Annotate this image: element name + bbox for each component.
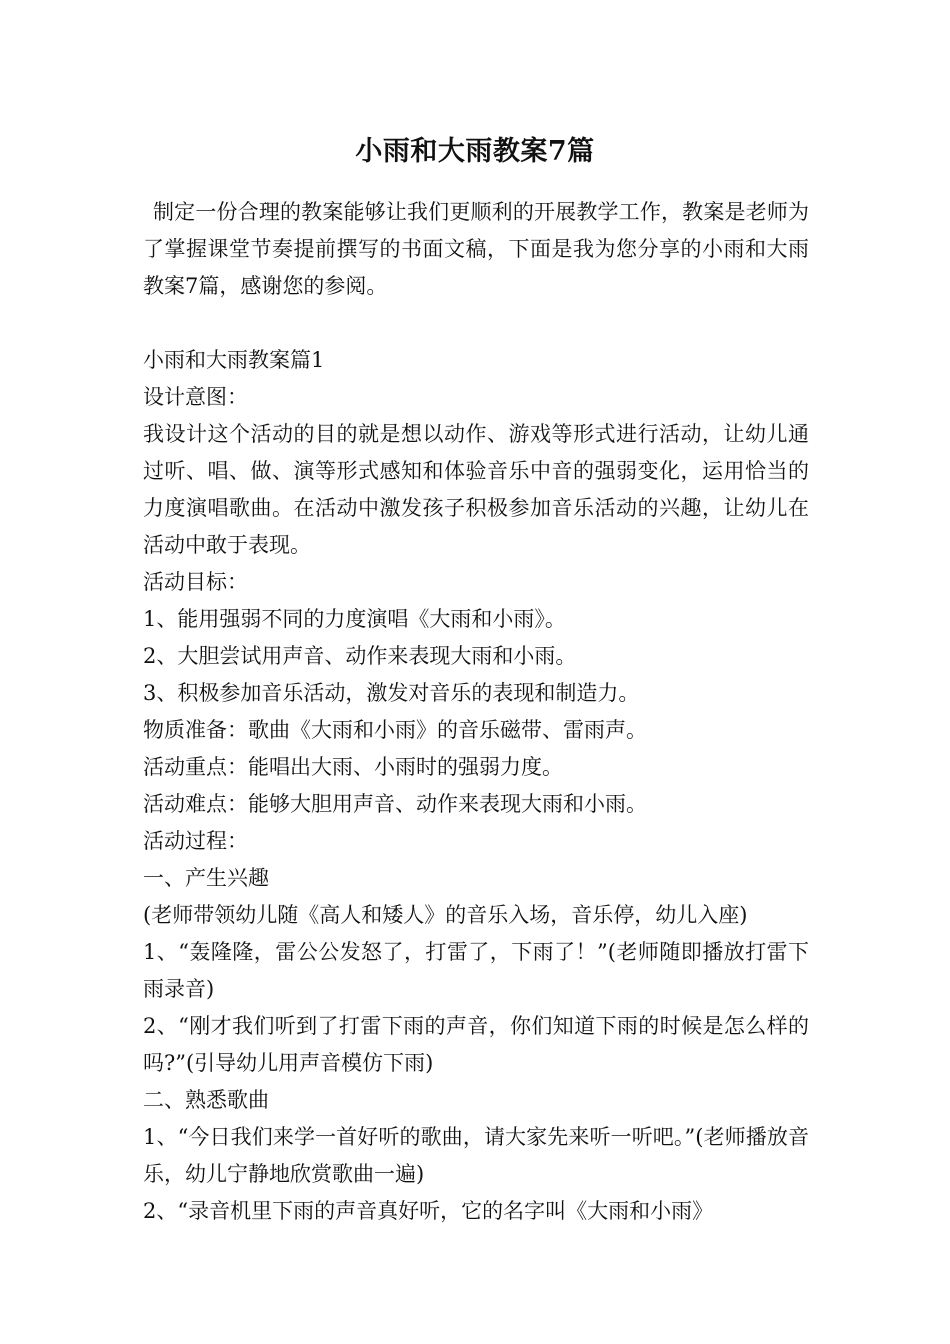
list-item: 1、“轰隆隆，雷公公发怒了，打雷了，下雨了！”(老师随即播放打雷下雨录音): [143, 940, 809, 1001]
body-line: 物质准备：歌曲《大雨和小雨》的音乐磁带、雷雨声。: [143, 718, 647, 742]
list-item: 3、积极参加音乐活动，激发对音乐的表现和制造力。: [143, 681, 640, 705]
step-heading: 二、熟悉歌曲: [143, 1088, 269, 1112]
list-item: 2、大胆尝试用声音、动作来表现大雨和小雨。: [143, 644, 577, 668]
list-item: 2、“刚才我们听到了打雷下雨的声音，你们知道下雨的时候是怎么样的吗?”(引导幼儿用声音模仿下雨): [143, 1014, 809, 1075]
subheading-activity-goals: 活动目标：: [143, 570, 248, 594]
document-body: [143, 342, 809, 1230]
body-line: 活动难点：能够大胆用声音、动作来表现大雨和小雨。: [143, 792, 647, 816]
body-line: (老师带领幼儿随《高人和矮人》的音乐入场，音乐停，幼儿入座): [143, 903, 748, 927]
list-item: 1、“今日我们来学一首好听的歌曲，请大家先来听一听吧。”(老师播放音乐，幼儿宁静地欣赏歌曲一遍): [143, 1125, 809, 1186]
list-item: 2、“录音机里下雨的声音真好听，它的名字叫《大雨和小雨》: [143, 1199, 714, 1223]
subheading-design-intent: 设计意图：: [143, 385, 248, 409]
body-paragraph: 我设计这个活动的目的就是想以动作、游戏等形式进行活动，让幼儿通过听、唱、做、演等形式感知和体验音乐中音的强弱变化，运用恰当的力度演唱歌曲。在活动中激发孩子积极参加音乐活动的兴趣，让幼儿在活动中敢于表现。: [143, 422, 809, 557]
list-item: 1、能用强弱不同的力度演唱《大雨和小雨》。: [143, 607, 566, 631]
subheading-activity-process: 活动过程：: [143, 829, 248, 853]
body-line: 活动重点：能唱出大雨、小雨时的强弱力度。: [143, 755, 563, 779]
step-heading: 一、产生兴趣: [143, 866, 269, 890]
document-title: 小雨和大雨教案7篇: [355, 136, 595, 167]
section-heading: 小雨和大雨教案篇1: [143, 348, 325, 372]
intro-paragraph: 制定一份合理的教案能够让我们更顺利的开展教学工作，教案是老师为了掌握课堂节奏提前撰写的书面文稿，下面是我为您分享的小雨和大雨教案7篇，感谢您的参阅。: [143, 200, 809, 298]
